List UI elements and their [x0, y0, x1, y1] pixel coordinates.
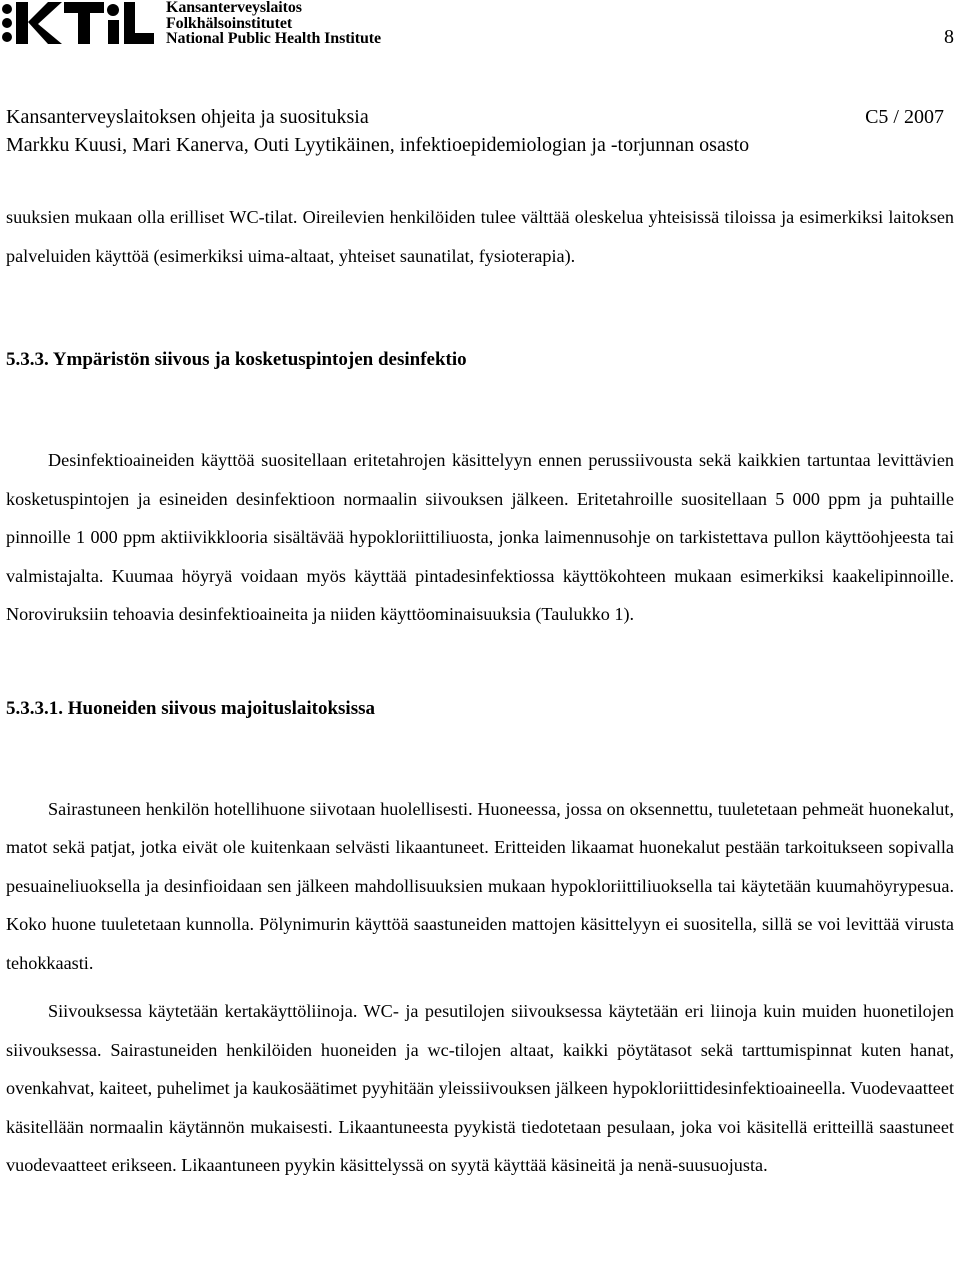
subsection-paragraph-2: Siivouksessa käytetään kertakäyttöliinoja. WC- ja pesutilojen siivouksessa käytetään eri liinoja kuin muiden huonetilojen siivouksessa. Sairastuneiden henkilöiden huoneiden ja wc-tilojen altaat, kaikki pöytätasot sekä tarttumispinnat kuten hanat, ovenkahvat, kaiteet, puhelimet ja kaukosäätimet pyyhitään yleissiivouksen jälkeen hypokloriittidesinfektioaineella. Vuodevaatteet käsitellään normaalin käytännön mukaisesti. Likaantuneesta pyykistä tiedotetaan pesulaan, joka voi käsitellä eritteillä saastuneet vuodevaatteet erikseen. Likaantuneen pyykin käsittelyssä on syytä käyttää käsineitä ja nenä-suusuojusta.: [6, 1001, 954, 1175]
ktl-logo-mark-icon: [0, 2, 160, 46]
section-heading: 5.3.3. Ympäristön siivous ja kosketuspintojen desinfektio: [6, 349, 467, 370]
intro-paragraph: suuksien mukaan olla erilliset WC-tilat. Oireilevien henkilöiden tulee välttää oleskelua yhteisissä tiloissa ja esimerkiksi laitoksen palveluiden käyttöä (esimerkiksi uima-altaat, yhteiset saunatilat, fysioterapia).: [6, 207, 954, 266]
section-paragraph: Desinfektioaineiden käyttöä suositellaan eritetahrojen käsittelyyn ennen perussiivousta sekä kaikkien tartuntaa levittävien kosketuspintojen ja esineiden desinfektioon normaalin siivouksen jälkeen. Eritetahroille suositellaan 5 000 ppm ja puhtaille pinnoille 1 000 ppm aktiivikklooria sisältävää hypokloriittiliuosta, jonka laimennusohje on tarkistettava pullon käyttöohjeesta tai valmistajalta. Kuumaa höyryä voidaan myös käyttää pintadesinfektiossa käyttökohteen mukaan esimerkiksi kaakelipinnoille. Noroviruksiin tehoavia desinfektioaineita ja niiden käyttöominaisuuksia (Taulukko 1).: [6, 450, 954, 624]
institute-name-sv: Folkhälsoinstitutet: [166, 14, 293, 32]
institute-names: [166, 0, 381, 47]
authors-line: Markku Kuusi, Mari Kanerva, Outi Lyytikäinen, infektioepidemiologian ja -torjunnan osasto: [6, 134, 750, 156]
document-body: [6, 198, 954, 1185]
publication-title: Kansanterveyslaitoksen ohjeita ja suosituksia: [6, 106, 369, 128]
ktl-logo: [0, 0, 430, 48]
institute-name-en: National Public Health Institute: [166, 30, 382, 47]
series-number: C5 / 2007: [865, 106, 944, 128]
subsection-paragraph-1: Sairastuneen henkilön hotellihuone siivotaan huolellisesti. Huoneessa, jossa on oksennettu, tuuletetaan pehmeät huonekalut, matot sekä patjat, jotka eivät ole kuitenkaan selvästi likaantuneet. Eritteiden likaamat huonekalut pestään tarkoitukseen sopivalla pesuaineliuoksella ja desinfioidaan sen jälkeen mahdollisuuksien mukaan hypokloriittiliuoksella tai käytetään kuumahöyrypesua. Koko huone tuuletetaan kunnolla. Pölynimurin käyttöä saastuneiden mattojen käsittelyyn ei suositella, sillä se voi levittää virusta tehokkaasti.: [6, 798, 954, 973]
subsection-heading: 5.3.3.1. Huoneiden siivous majoituslaitoksissa: [6, 697, 375, 719]
page-number: 8: [944, 26, 954, 48]
institute-name-fi: Kansanterveyslaitos: [166, 0, 302, 16]
